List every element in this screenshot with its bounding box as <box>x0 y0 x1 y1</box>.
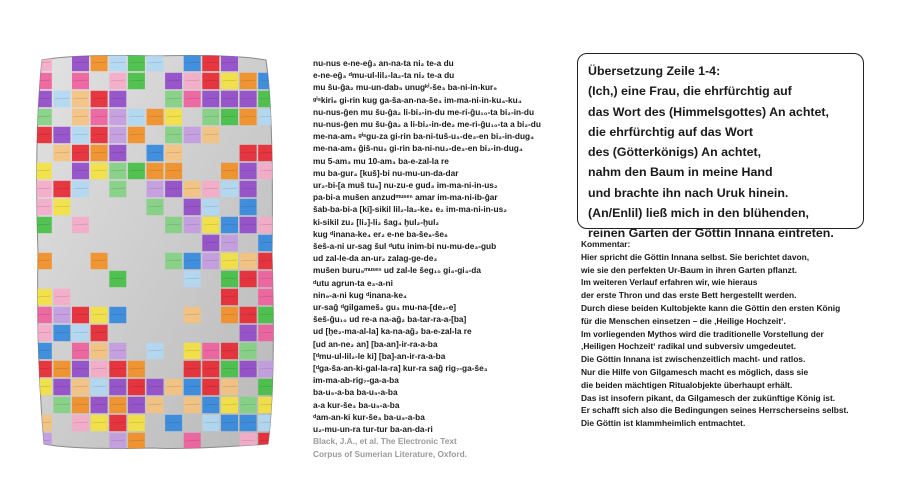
commentary-line: Er schafft sich also die Bedingungen seines Herrscherseins selbst. <box>581 405 849 416</box>
source-credit: Corpus of Sumerian Literature, Oxford. <box>313 448 467 459</box>
transliteration-line: ur₂-bi-[a muš tu₆] nu-zu-e gud₃ im-ma-ni-in-us₂ <box>313 180 498 191</box>
translation-line: (An/Enlil) ließ mich in den blühenden, <box>588 206 809 221</box>
commentary-column <box>581 238 881 430</box>
transliteration-line: mu 5-am₃ mu 10-am₃ ba-e-zal-la re <box>313 155 449 166</box>
transliteration-line: [ud an-ne₂ an] [ba-an]-ir-ra-a-ba <box>313 338 438 349</box>
transliteration-line: u₂-mu-un-ra tur-tur ba-an-da-ri <box>313 424 433 435</box>
transliteration-line: [ᵈga-ša-an-ki-gal-la-ra] kur-ra saĝ rig₇-ga-še₃ <box>313 363 488 374</box>
transliteration-line: mu ba-gur₄ [kuš]-bi nu-mu-un-da-dar <box>313 167 459 178</box>
commentary-line: Im vorliegenden Mythos wird die traditionelle Vorstellung der <box>581 328 824 339</box>
tablet-graphic <box>34 54 276 450</box>
commentary-line: Im weiteren Verlauf erfahren wir, wie hieraus <box>581 277 758 288</box>
transliteration-line: ur-saĝ ᵈgilgameš₂ gu₃ mu-na-[de₂-e] <box>313 302 457 313</box>
transliteration-line: nu-nus-ĝen mu šu-ĝa₂ li-bi₂-in-du me-ri-ĝu₁₀-ta bi₂-in-du <box>313 106 535 117</box>
translation-line: die ehrfürchtig auf das Wort <box>588 124 753 139</box>
translation-line: des (Götterkönigs) An achtet, <box>588 145 762 160</box>
transliteration-line: nu-nus-ĝen mu šu-ĝa₂ a li-bi₂-in-de₂ me-ri-ĝu₁₀-ta a bi₂-du <box>313 119 541 130</box>
transliteration-line: šeš-ĝu₁₀ ud re-a na-ağ₂ ba-tar-ra-a-[ba] <box>313 314 467 325</box>
translation-line: (Ich,) eine Frau, die ehrfürchtig auf <box>588 84 792 99</box>
transliteration-line: ud [ḫe₂-ma-al-la] ka-na-ağ₂ ba-e-zal-la re <box>313 326 472 337</box>
commentary-line: Kommentar: <box>581 239 631 249</box>
transliteration-line: ᵈutu agrun-ta e₃-a-ni <box>313 277 393 288</box>
commentary-line: Die Göttin ist klammheimlich entmachtet. <box>581 418 746 429</box>
transliteration-column <box>313 57 563 460</box>
cuneiform-sign-patch <box>35 73 52 89</box>
commentary-line: Nur die Hilfe von Gilgamesch macht es möglich, dass sie <box>581 366 809 377</box>
transliteration-line: šab-ba-bi-a [ki]-sikil lil₂-la₂-ke₄ e₂ im-ma-ni-in-us₂ <box>313 204 507 215</box>
transliteration-line: ki-sikil zu₂ [li₂]-li₂ šag₄ ḫul₂-ḫul₂ <box>313 216 440 227</box>
transliteration-line: e-ne-eĝ₃ ᵈmu-ul-lil₂-la₂-ta ni₂ te-a du <box>313 70 455 81</box>
commentary-line: wie sie den perfekten Ur-Baum in ihren Garten pflanzt. <box>581 264 797 275</box>
transliteration-line: me-na-am₃ ᵍⁱˢgu-za gi-rin ba-ni-tuš-u₃-de₃-en bi₂-in-dug₄ <box>313 131 535 142</box>
commentary-line: die beiden mächtigen Ritualobjekte überhaupt erhält. <box>581 379 793 390</box>
cuneiform-sign-patch <box>35 91 52 107</box>
translation-line: reinen Garten der Göttin Innana eintreten. <box>588 226 834 241</box>
commentary-line: für die Menschen einsetzen – die ‚Heilige Hochzeit‘. <box>581 315 786 326</box>
source-credit: Black, J.A., et al. The Electronic Text <box>313 436 457 447</box>
cuneiform-sign-patch <box>35 343 52 359</box>
transliteration-line: nu-nus e-ne-eĝ₃ an-na-ta ni₂ te-a du <box>313 58 454 68</box>
cuneiform-sign-patch <box>35 415 52 431</box>
translation-line: das Wort des (Himmelsgottes) An achtet, <box>588 104 829 119</box>
transliteration-line: nin₉-a-ni kug ᵈinana-ke₄ <box>313 289 407 300</box>
clay-tablet-image <box>34 54 276 450</box>
translation-line: nahm den Baum in meine Hand <box>588 165 773 180</box>
translation-line: und brachte ihn nach Uruk hinein. <box>588 185 789 200</box>
commentary-line: Durch diese beiden Kultobjekte kann die Göttin den ersten König <box>581 302 841 313</box>
commentary-line: der erste Thron und das erste Bett hergestellt werden. <box>581 290 797 301</box>
cuneiform-sign-patch <box>35 379 52 395</box>
transliteration-line: im-ma-ab-rig₇-ga-a-ba <box>313 375 399 386</box>
transliteration-line: me-na-am₃ ĝiš-nu₂ gi-rin ba-ni-nu₂-de₃-en bi₂-in-dug₄ <box>313 143 523 154</box>
cuneiform-sign-patch <box>35 325 52 341</box>
cuneiform-sign-patch <box>35 55 52 71</box>
translation-line: Übersetzung Zeile 1-4: <box>588 64 721 78</box>
transliteration-line: ud zal-le-da an-ur₂ zalag-ge-de₃ <box>313 253 438 264</box>
transliteration-line: ᵈam-an-ki kur-še₃ ba-u₅-a-ba <box>313 411 425 422</box>
transliteration-line: a-a kur-še₃ ba-u₅-a-ba <box>313 399 400 410</box>
commentary-line: Das ist insofern pikant, da Gilgamesch der zukünftige König ist. <box>581 392 836 403</box>
transliteration-line: mušen buru₅ᵐᵘˢᵉⁿ ud zal-le šeg₁₀ gi₄-gi₄-da <box>313 265 481 276</box>
translation-box <box>577 53 864 241</box>
transliteration-line: [ᵈmu-ul-lil₂-le ki] [ba]-an-ir-ra-a-ba <box>313 350 446 361</box>
transliteration-line: ba-u₅-a-ba ba-u₅-a-ba <box>313 387 398 398</box>
transliteration-line: ᵍⁱˢkiri₆ gi-rin kug ga-ša-an-na-še₃ im-ma-ni-in-ku₄-ku₄ <box>313 94 522 105</box>
commentary-line: Hier spricht die Göttin Innana selbst. Sie berichtet davon, <box>581 251 810 262</box>
cuneiform-sign-patch <box>35 361 52 377</box>
transliteration-line: pa-bi-a mušen anzudᵐᵘˢᵉⁿ amar im-ma-ni-ib-ĝar <box>313 192 498 203</box>
commentary-line: ‚Heiligen Hochzeit‘ radikal und subversiv umgedeutet. <box>581 341 797 352</box>
transliteration-line: kug ᵈinana-ke₄ er₂ e-ne ba-še₈-še₈ <box>313 228 448 239</box>
transliteration-line: šeš-a-ni ur-sag šul ᵈutu inim-bi nu-mu-de₃-gub <box>313 241 497 252</box>
transliteration-line: mu šu-ĝa₂ mu-un-dab₅ unugᵏⁱ-še₃ ba-ni-in-kur₉ <box>313 82 497 93</box>
commentary-line: Die Göttin Innana ist zwischenzeitlich macht- und ratlos. <box>581 354 806 365</box>
